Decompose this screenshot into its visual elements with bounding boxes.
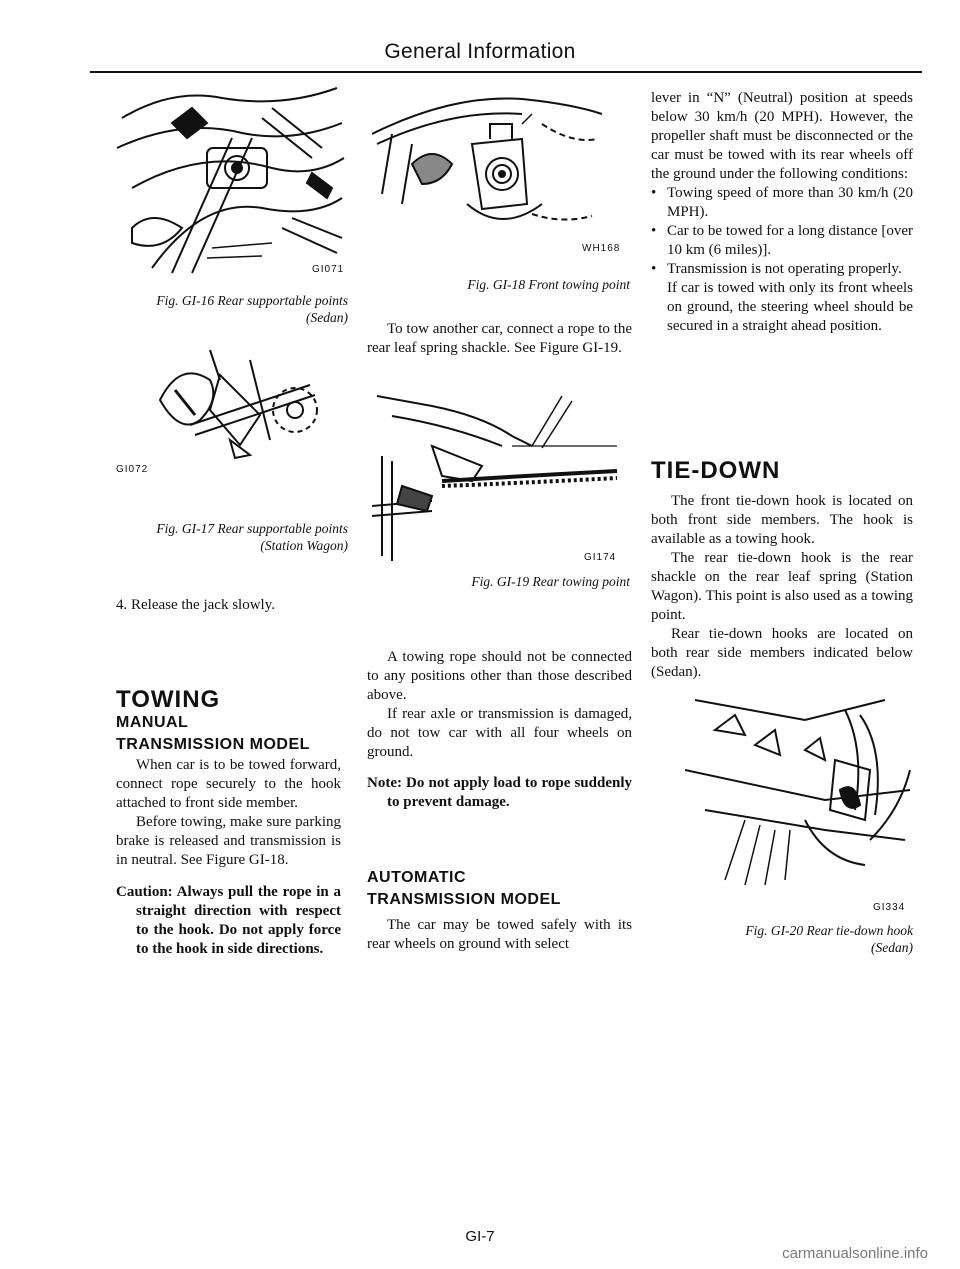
towing-rope-text xyxy=(367,648,632,812)
manual-towing-text xyxy=(116,756,341,959)
paragraph: To tow another car, connect a rope to the rear leaf spring shackle. See Figure GI-19. xyxy=(367,321,632,356)
subsection-heading-manual xyxy=(116,712,310,756)
step-text: 4. Release the jack slowly. xyxy=(116,597,275,613)
caption-line: (Station Wagon) xyxy=(260,538,348,553)
figure-code: GI334 xyxy=(873,902,906,913)
paragraph: If car is towed with only its front wheels on ground, the steering wheel should be secured in a straight ahead position. xyxy=(667,280,913,334)
figure-caption xyxy=(367,573,630,590)
figure-gi16-illustration xyxy=(112,78,347,278)
step-4 xyxy=(116,596,341,615)
figure-gi17-illustration xyxy=(150,340,330,460)
automatic-towing-text xyxy=(367,916,632,954)
figure-caption xyxy=(651,922,913,956)
figure-code: GI174 xyxy=(584,552,617,563)
heading-line: TRANSMISSION MODEL xyxy=(367,891,561,908)
figure-code: WH168 xyxy=(582,243,621,254)
paragraph: The rear tie-down hook is the rear shackle on the rear leaf spring (Station Wagon). This point is also used as a towing point. xyxy=(651,550,913,623)
tie-down-text xyxy=(651,492,913,682)
figure-code: GI072 xyxy=(116,464,149,475)
caution-note: Caution: Always pull the rope in a straight direction with respect to the hook. Do not apply force to the hook in side directions. xyxy=(116,884,341,957)
rear-towing-text xyxy=(367,320,632,358)
figure-gi20-illustration xyxy=(685,690,915,890)
paragraph: lever in “N” (Neutral) position at speeds below 30 km/h (20 MPH). However, the propeller shaft must be disconnected or the car must be towed with its rear wheels off the ground under the following conditions: xyxy=(651,90,913,182)
paragraph: When car is to be towed forward, connect rope securely to the hook attached to front side member. xyxy=(116,757,341,811)
paragraph: Rear tie-down hooks are located on both rear side members indicated below (Sedan). xyxy=(651,626,913,680)
subsection-heading-automatic xyxy=(367,867,561,911)
towing-conditions-text xyxy=(651,89,913,336)
caption-line: Fig. GI-20 Rear tie-down hook xyxy=(745,923,913,938)
list-item: • Towing speed of more than 30 km/h (20 MPH). xyxy=(651,184,913,222)
figure-caption xyxy=(112,520,348,554)
figure-caption xyxy=(367,276,630,293)
heading-line: TRANSMISSION MODEL xyxy=(116,736,310,753)
watermark: carmanualsonline.info xyxy=(782,1245,928,1262)
header-rule xyxy=(90,71,922,73)
paragraph: Before towing, make sure parking brake is released and transmission is in neutral. See Figure GI-18. xyxy=(116,814,341,868)
section-heading-tie-down: TIE-DOWN xyxy=(651,457,781,484)
conditions-list xyxy=(651,184,913,279)
caption-line: Fig. GI-17 Rear supportable points xyxy=(156,521,348,536)
caption-line: Fig. GI-16 Rear supportable points xyxy=(156,293,348,308)
heading-line: AUTOMATIC xyxy=(367,869,467,886)
caption-line: Fig. GI-18 Front towing point xyxy=(467,277,630,292)
heading-line: MANUAL xyxy=(116,714,189,731)
list-item: • Transmission is not operating properly. xyxy=(651,260,913,279)
figure-code: GI071 xyxy=(312,264,345,275)
figure-gi18-illustration xyxy=(372,84,622,264)
paragraph: The car may be towed safely with its rear wheels on ground with select xyxy=(367,917,632,952)
paragraph: The front tie-down hook is located on both front side members. The hook is available as a towing hook. xyxy=(651,493,913,547)
paragraph: If rear axle or transmission is damaged, do not tow car with all four wheels on ground. xyxy=(367,706,632,760)
paragraph: A towing rope should not be connected to any positions other than those described above. xyxy=(367,649,632,703)
caption-line: (Sedan) xyxy=(306,310,348,325)
note: Note: Do not apply load to rope suddenly to prevent damage. xyxy=(367,775,632,810)
section-heading-towing: TOWING xyxy=(116,686,221,713)
page-title: General Information xyxy=(384,40,576,63)
page-number: GI-7 xyxy=(465,1228,495,1245)
figure-caption xyxy=(112,292,348,326)
list-item: • Car to be towed for a long distance [over 10 km (6 miles)]. xyxy=(651,222,913,260)
figure-gi19-illustration xyxy=(372,386,622,566)
caption-line: Fig. GI-19 Rear towing point xyxy=(471,574,630,589)
caption-line: (Sedan) xyxy=(871,940,913,955)
